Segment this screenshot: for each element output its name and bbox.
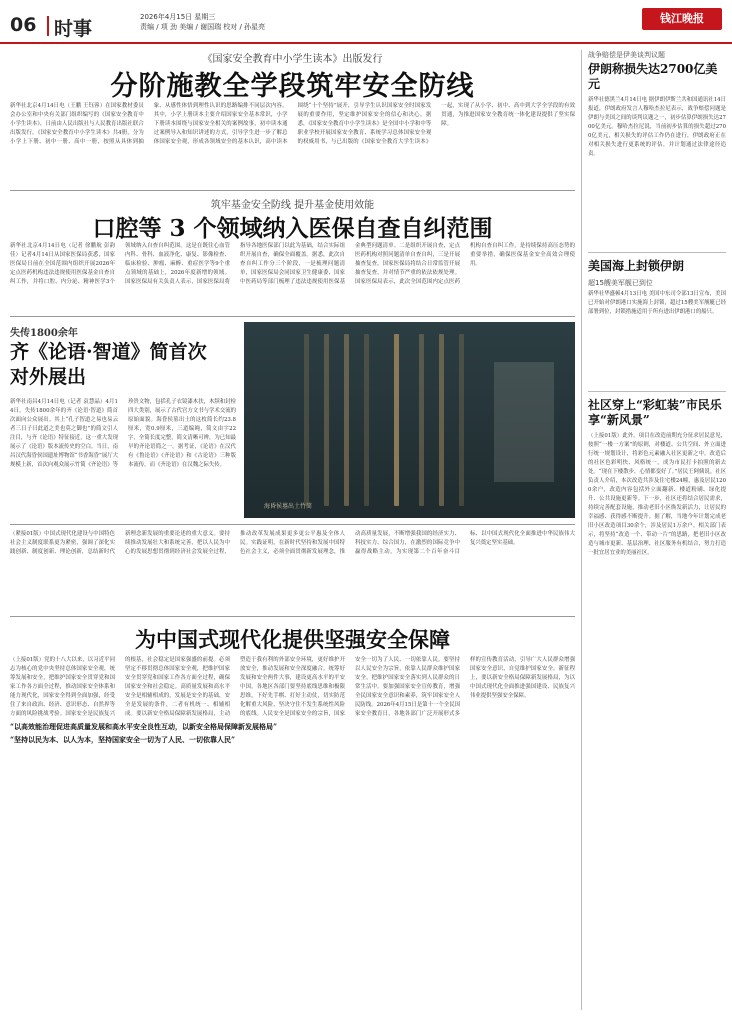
bamboo-slip-image: [394, 334, 399, 506]
bamboo-slip-photo: [244, 322, 575, 518]
bamboo-slip-image: [304, 334, 309, 506]
article2-body: 新华社北京4月14日电（记者 徐鹏航 彭韵佳）记者4月14日从国家医保局获悉，国家医保局日前在全国范围内组织开展2026年定点医药机构违法违规使用医保基金自查自纠工作，并将口腔、内分泌、精神医学3个领域纳入自查自纠范围。这是在既往心血管内科、骨科、血液净化、康复、影像检查、临床检验、肿瘤、麻醉、重症医学等9个重点领域的基础上，2026年度新增的领域。国家医保局有关负责人表示，国家医保局将指导各地医保部门以此为基础，结合实际组织开展自查，确保全面覆盖。据悉，此次自查自纠工作分三个阶段，一是梳理问题清单，国家医保局会同国家卫生健康委、国家中医药局等部门梳理了违法违规使用医保基金典型问题清单。二是组织开展自查，定点医药机构对照问题清单自查自纠，三是开展抽查复查，国家医保局将结合日常监管开展抽查复查，并对情节严重的依法依规处理。国家医保局表示，此次全国范围内定点医药机构自查自纠工作，是持续保持高压态势的重要举措，确保医保基金安全高效合理使用。: [10, 243, 575, 285]
sidebar3-body: （上接01版）此外，项目在改造前期充分征求居民意见，按照“一楼一方案”的原则，对楼道、公共空间、外立面进行统一规划设计，将彩色元素融入社区更新之中。改造后的社区色彩明快、风格统一，成为市民打卡拍照的新去处。“现在下楼散步，心情都变好了。”居民王阿姨说。社区负责人介绍，本次改造共涉及住宅楼24幢，惠及居民1200余户，改造内容包括外立面翻新、楼道粉刷、绿化提升、公共设施更新等。下一步，社区还将结合居民需求，持续完善配套设施，推动老旧小区焕发新活力，让居民的幸福感、获得感不断提升。据了解，当地今年计划完成老旧小区改造项目30余个，涉及居民1万余户。相关部门表示，将坚持“改造一个、带动一片”的思路，把老旧小区改造与城市更新、基层治理、社区服务有机结合，努力打造一批宜居宜业的美丽社区。: [588, 433, 726, 556]
photo-caption: 海昏侯墓出土竹简: [264, 503, 313, 510]
masthead-meta: [140, 12, 265, 32]
bamboo-slip-image: [459, 334, 464, 506]
divider: [10, 190, 575, 191]
masthead: [0, 0, 732, 44]
sidebar3-title: 社区穿上“彩虹装”市民乐享“新风景”: [588, 398, 722, 427]
divider: [588, 391, 726, 392]
sidebar-column: [588, 50, 726, 1022]
article4-body: [10, 656, 575, 1010]
article3-kicker: 失传1800余年: [10, 328, 78, 339]
newspaper-logo: 钱江晚报: [642, 8, 722, 30]
issue-date: 2026年4月15日 星期三: [140, 13, 216, 21]
bamboo-slip-image: [439, 334, 444, 506]
article2-kicker: 筑牢基金安全防线 提升基金使用效能: [210, 200, 375, 211]
section-title: 时事: [54, 18, 93, 40]
sidebar2-title: 美国海上封锁伊朗: [588, 259, 685, 273]
photo-caption-panel: [494, 362, 554, 482]
bamboo-slip-image: [364, 334, 369, 506]
column-divider: [581, 50, 582, 1010]
article4-text: （上接01版）党的十八大以来，以习近平同志为核心的党中央坚持总体国家安全观，统筹发展和安全，把维护国家安全贯穿党和国家工作各方面全过程，推动国家安全体系和能力现代化，国家安全得到全面加强，经受住了来自政治、经济、意识形态、自然界等方面的风险挑战考验。国家安全是民族复兴的根基，社会稳定是国家强盛的前提。必须坚定不移贯彻总体国家安全观，把维护国家安全贯穿党和国家工作各方面全过程，确保国家安全和社会稳定。高质量发展和高水平安全是相辅相成的，发展是安全的基础，安全是发展的条件，二者有机统一、相辅相成。要以新安全格局保障新发展格局，主动塑造于我有利的外部安全环境，更好维护开放安全，推动发展和安全深度融合。统筹好发展和安全两件大事，建设更高水平的平安中国。各地区各部门要坚持底线思维和极限思维，下好先手棋、打好主动仗，切实防范化解重大风险，坚决守住不发生系统性风险的底线。人民安全是国家安全的宗旨，国家安全一切为了人民、一切依靠人民。要坚持以人民安全为宗旨，依靠人民群众维护国家安全，把维护国家安全落实到人民群众的日常生活中。要加强国家安全宣传教育，增强全民国家安全意识和素养，筑牢国家安全人民防线。2026年4月15日是第十一个全民国家安全教育日，各地各部门广泛开展形式多样的宣传教育活动，引导广大人民群众增强国家安全意识，自觉维护国家安全。新征程上，要以新安全格局保障新发展格局，为以中国式现代化全面推进强国建设、民族复兴伟业提供坚强安全保障。: [10, 657, 575, 717]
divider: [588, 252, 726, 253]
sidebar1-kicker: 战争赔偿是伊美谈判议题: [588, 51, 665, 59]
sidebar1-body: 新华社德黑兰4月14日电 据伊朗伊斯兰共和国通讯社14日报道，伊朗政府发言人穆哈杰拉尼表示，战争赔偿问题是伊朗与美国之间的谈判议题之一，初步估算伊朗损失达2700亿美元。穆哈杰拉尼说，当前初步估算的损失超过2700亿美元，相关损失的评估工作仍在进行，伊朗政府正在对相关损失进行更系统的评估，并计划通过法律途径追责。: [588, 97, 726, 157]
continued-article-body: （紧接01版）中国式现代化建设与中国特色社会主义制度联系更为紧密，强调了深化实践创新、制度创新、理论创新，总结新时代新理念新发展的重要论述的重大意义。要持续推动发展壮大和系统完善，把以人民为中心的发展思想贯彻到经济社会发展全过程，推动改革发展成果更多更公平惠及全体人民。实践证明，在新时代坚持和发展中国特色社会主义，必须全面贯彻新发展理念，推动高质量发展，不断增强我国的经济实力、科技实力、综合国力，在激烈的国际竞争中赢得战略主动，为实现第二个百年奋斗目标、以中国式现代化全面推进中华民族伟大复兴奠定坚实基础。: [10, 531, 575, 555]
masthead-divider: [47, 16, 49, 36]
sidebar1-title: 伊朗称损失达2700亿美元: [588, 62, 718, 91]
article1-title: 分阶施教全学段筑牢安全防线: [110, 71, 475, 102]
article3-body: 新华社南昌4月14日电（记者 袁慧晶）4月14日，失传1800余年的齐《论语·智道》简首次面向公众展出。其上“孔子智道之易也易云者三日子曰此道之美也莫之御也”的简文引人注目，与齐《论语》特征接近，这一重大发现展示了《论语》版本流传史的空白。当日，南昌汉代海昏侯国遗址博物馆“书香海昏”展厅大规模上新，首次向观众展示竹简《齐论语》等珍贵文物，包括孔子衣镜漆木扶，木牍和封检四大类别，展示了古代官方文书与学术交流的原始面貌。海昏侯墓出土的这枚简长约23.8厘米，宽0.9厘米，三道编绳，简文由字22字，全简长度完整，简文清晰可辨，为已知最早的齐论语简之一。据考证，《论语》在汉代有《鲁论语》《齐论语》和《古论语》三种版本流传，而《齐论语》在汉魏之际失传。: [10, 399, 236, 468]
divider: [10, 616, 575, 617]
article1-kicker: 《国家安全教育中小学生读本》出版发行: [202, 54, 383, 65]
article2-title: 口腔等 3 个领域纳入医保自查自纠范围: [92, 215, 493, 242]
bamboo-slip-image: [324, 334, 329, 506]
article4-subhead: “坚持以民为本、以人为本，坚持国家安全一切为了人民、一切依靠人民”: [10, 735, 236, 744]
article4-title: 为中国式现代化提供坚强安全保障: [135, 627, 450, 652]
bamboo-slip-image: [419, 334, 424, 506]
divider: [10, 524, 575, 525]
bamboo-slip-image: [344, 334, 349, 506]
divider: [10, 316, 575, 317]
sidebar2-body: 新华社华盛顿4月13日电 美国中东司令部13日宣布，美国已开始对伊朗港口实施海上封锁，超过15艘美军舰艇已经部署到位，封锁措施适用于所有进出伊朗港口的船只。: [588, 291, 726, 315]
article1-body: 新华社北京4月14日电（王鹏 王钰蓉）在国家教材委员会办公室和中央有关部门组织编写的《国家安全教育中小学生读本》，日前由人民出版社与人民教育出版社联合出版发行。《国家安全教育中小学生读本》共4册，分为小学上下册、初中一册、高中一册，按照从具体到抽象、从感性体悟到理性认识的思路编排不同层次内容。其中，小学上册读本主要介绍国家安全基本常识，小学下册读本围绕与国家安全相关的案例故事，初中读本通过案例导入和知识讲述的方式，引导学生进一步了解总体国家安全观，形成各领域安全的基本认识，高中读本围绕“十个坚持”展开，引导学生认识国家安全时国家发展的重要作用，坚定维护国家安全的信心和决心。据悉，《国家安全教育中小学生读本》是全国中小学和中等职业学校开展国家安全教育、系统学习总体国家安全观的权威用书，与已出版的《国家安全教育大学生读本》一起，实现了从小学、初中、高中到大学全学段的有效贯通，为推进国家安全教育统一体化建设提供了坚实保障。: [10, 103, 575, 145]
article3-title: 齐《论语·智道》简首次对外展出: [10, 341, 207, 388]
editor-credits: 责编 / 项 劲 美编 / 谢国瑞 校对 / 孙星亮: [140, 23, 266, 31]
sidebar2-subtitle: 超15艘美军舰已到位: [588, 279, 653, 287]
article4-subhead: “以高效能治理促进高质量发展和高水平安全良性互动，以新安全格局保障新发展格局”: [10, 722, 278, 731]
page-number: 06: [10, 14, 37, 36]
